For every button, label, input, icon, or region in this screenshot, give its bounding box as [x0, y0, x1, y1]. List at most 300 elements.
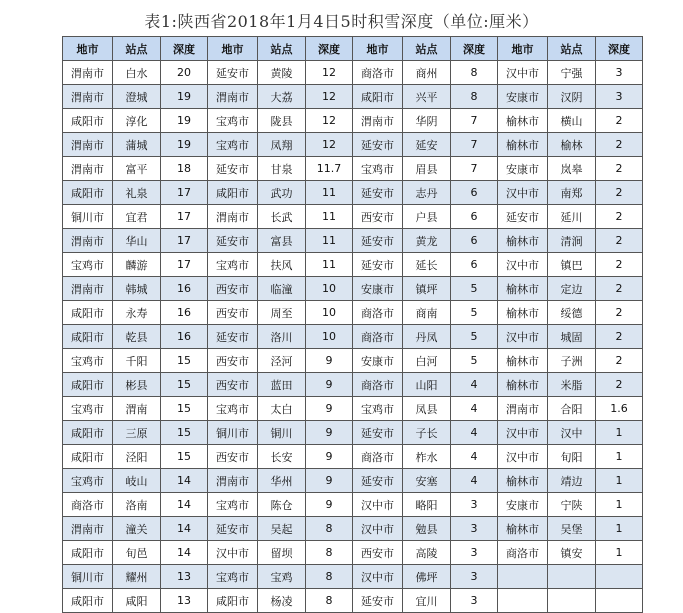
- cell-station: 礼泉: [113, 181, 161, 205]
- cell-city: 延安市: [208, 61, 258, 85]
- cell-station: 留坝: [258, 541, 306, 565]
- header-depth: 深度: [596, 37, 643, 61]
- cell-city: [498, 589, 548, 613]
- cell-depth: 5: [451, 325, 498, 349]
- cell-city: 咸阳市: [63, 373, 113, 397]
- cell-city: 安康市: [498, 85, 548, 109]
- header-city: 地市: [353, 37, 403, 61]
- cell-station: 宁陕: [548, 493, 596, 517]
- header-city: 地市: [63, 37, 113, 61]
- cell-station: 千阳: [113, 349, 161, 373]
- cell-city: 延安市: [353, 589, 403, 613]
- table-row: [63, 517, 643, 541]
- cell-station: 黄龙: [403, 229, 451, 253]
- cell-depth: 15: [161, 349, 208, 373]
- cell-depth: 16: [161, 301, 208, 325]
- cell-station: 陈仓: [258, 493, 306, 517]
- cell-depth: 10: [306, 301, 353, 325]
- cell-city: 延安市: [208, 157, 258, 181]
- cell-city: 宝鸡市: [63, 469, 113, 493]
- cell-station: 吴起: [258, 517, 306, 541]
- cell-city: 渭南市: [208, 469, 258, 493]
- cell-city: 延安市: [208, 325, 258, 349]
- cell-depth: 2: [596, 181, 643, 205]
- table-row: [63, 85, 643, 109]
- cell-city: 渭南市: [63, 517, 113, 541]
- table-row: [63, 277, 643, 301]
- cell-depth: 3: [451, 517, 498, 541]
- table-row: [63, 469, 643, 493]
- cell-station: 延安: [403, 133, 451, 157]
- cell-station: 高陵: [403, 541, 451, 565]
- cell-city: 铜川市: [63, 205, 113, 229]
- cell-depth: 3: [451, 541, 498, 565]
- cell-station: 咸阳: [113, 589, 161, 613]
- cell-station: 米脂: [548, 373, 596, 397]
- cell-city: 宝鸡市: [208, 493, 258, 517]
- cell-city: 宝鸡市: [208, 133, 258, 157]
- cell-city: 渭南市: [63, 85, 113, 109]
- table-row: [63, 565, 643, 589]
- cell-depth: 2: [596, 349, 643, 373]
- cell-city: 商洛市: [353, 445, 403, 469]
- cell-city: 宝鸡市: [353, 157, 403, 181]
- cell-depth: 17: [161, 205, 208, 229]
- cell-depth: 8: [451, 85, 498, 109]
- cell-city: 榆林市: [498, 349, 548, 373]
- cell-station: 佛坪: [403, 565, 451, 589]
- table-row: [63, 541, 643, 565]
- cell-depth: 12: [306, 61, 353, 85]
- cell-station: 延长: [403, 253, 451, 277]
- cell-station: 眉县: [403, 157, 451, 181]
- cell-city: 汉中市: [353, 517, 403, 541]
- cell-depth: 14: [161, 541, 208, 565]
- cell-station: 武功: [258, 181, 306, 205]
- cell-city: 西安市: [353, 205, 403, 229]
- cell-station: 靖边: [548, 469, 596, 493]
- cell-station: 延川: [548, 205, 596, 229]
- cell-station: 柞水: [403, 445, 451, 469]
- cell-station: 富平: [113, 157, 161, 181]
- cell-depth: 6: [451, 205, 498, 229]
- cell-depth: 2: [596, 109, 643, 133]
- cell-station: 丹凤: [403, 325, 451, 349]
- cell-depth: 3: [451, 565, 498, 589]
- cell-city: 西安市: [208, 301, 258, 325]
- cell-city: 渭南市: [208, 205, 258, 229]
- cell-depth: 4: [451, 445, 498, 469]
- cell-station: 户县: [403, 205, 451, 229]
- cell-station: 子洲: [548, 349, 596, 373]
- cell-station: 扶风: [258, 253, 306, 277]
- cell-depth: 10: [306, 277, 353, 301]
- cell-city: 渭南市: [498, 397, 548, 421]
- cell-depth: 6: [451, 229, 498, 253]
- cell-city: 咸阳市: [63, 421, 113, 445]
- cell-station: 永寿: [113, 301, 161, 325]
- cell-depth: 17: [161, 253, 208, 277]
- cell-city: 宝鸡市: [63, 349, 113, 373]
- cell-city: 安康市: [353, 277, 403, 301]
- cell-city: 榆林市: [498, 301, 548, 325]
- cell-city: 安康市: [498, 493, 548, 517]
- cell-city: 渭南市: [63, 229, 113, 253]
- cell-city: 汉中市: [498, 421, 548, 445]
- cell-depth: [596, 565, 643, 589]
- cell-depth: 9: [306, 421, 353, 445]
- cell-city: 渭南市: [353, 109, 403, 133]
- cell-depth: 8: [306, 541, 353, 565]
- cell-city: 榆林市: [498, 277, 548, 301]
- cell-station: 大荔: [258, 85, 306, 109]
- cell-depth: 10: [306, 325, 353, 349]
- cell-station: 周至: [258, 301, 306, 325]
- cell-depth: 4: [451, 469, 498, 493]
- cell-station: 白河: [403, 349, 451, 373]
- table-row: [63, 349, 643, 373]
- cell-depth: 8: [306, 589, 353, 613]
- cell-depth: 20: [161, 61, 208, 85]
- cell-city: 榆林市: [498, 469, 548, 493]
- cell-city: 汉中市: [208, 541, 258, 565]
- cell-depth: 5: [451, 277, 498, 301]
- cell-city: 西安市: [353, 541, 403, 565]
- header-city: 地市: [498, 37, 548, 61]
- cell-station: 彬县: [113, 373, 161, 397]
- cell-city: 咸阳市: [63, 301, 113, 325]
- cell-station: 潼关: [113, 517, 161, 541]
- cell-station: 白水: [113, 61, 161, 85]
- cell-city: 渭南市: [63, 61, 113, 85]
- cell-station: 华山: [113, 229, 161, 253]
- cell-city: 榆林市: [498, 109, 548, 133]
- cell-depth: 3: [451, 493, 498, 517]
- cell-city: 咸阳市: [63, 589, 113, 613]
- cell-depth: 19: [161, 85, 208, 109]
- header-depth: 深度: [451, 37, 498, 61]
- header-station: 站点: [403, 37, 451, 61]
- cell-depth: 18: [161, 157, 208, 181]
- cell-depth: 5: [451, 349, 498, 373]
- cell-depth: 3: [596, 85, 643, 109]
- cell-city: 延安市: [353, 253, 403, 277]
- table-row: [63, 157, 643, 181]
- cell-station: 宜君: [113, 205, 161, 229]
- cell-city: 商洛市: [353, 61, 403, 85]
- cell-station: 清涧: [548, 229, 596, 253]
- cell-depth: 11: [306, 205, 353, 229]
- cell-city: 汉中市: [498, 445, 548, 469]
- table-row: [63, 133, 643, 157]
- cell-city: 渭南市: [63, 133, 113, 157]
- cell-station: 蓝田: [258, 373, 306, 397]
- cell-city: 商洛市: [353, 373, 403, 397]
- cell-depth: 7: [451, 157, 498, 181]
- cell-depth: 6: [451, 181, 498, 205]
- table-row: [63, 445, 643, 469]
- cell-station: 泾河: [258, 349, 306, 373]
- cell-city: 宝鸡市: [208, 109, 258, 133]
- cell-station: 华阴: [403, 109, 451, 133]
- cell-depth: 3: [451, 589, 498, 613]
- cell-depth: 19: [161, 133, 208, 157]
- cell-station: 宜川: [403, 589, 451, 613]
- cell-city: 榆林市: [498, 373, 548, 397]
- cell-station: 山阳: [403, 373, 451, 397]
- cell-city: 渭南市: [63, 277, 113, 301]
- cell-station: 杨凌: [258, 589, 306, 613]
- cell-city: 铜川市: [63, 565, 113, 589]
- cell-station: 汉中: [548, 421, 596, 445]
- cell-depth: 8: [306, 517, 353, 541]
- table-row: [63, 181, 643, 205]
- cell-depth: 1: [596, 517, 643, 541]
- cell-city: 汉中市: [353, 493, 403, 517]
- cell-depth: 19: [161, 109, 208, 133]
- cell-depth: 17: [161, 181, 208, 205]
- cell-city: 延安市: [353, 421, 403, 445]
- cell-depth: 16: [161, 277, 208, 301]
- cell-depth: 14: [161, 517, 208, 541]
- cell-city: 延安市: [208, 229, 258, 253]
- cell-station: 勉县: [403, 517, 451, 541]
- cell-city: 咸阳市: [208, 181, 258, 205]
- cell-depth: 5: [451, 301, 498, 325]
- cell-depth: 14: [161, 493, 208, 517]
- cell-depth: 14: [161, 469, 208, 493]
- cell-city: 安康市: [353, 349, 403, 373]
- cell-depth: 15: [161, 445, 208, 469]
- cell-station: 太白: [258, 397, 306, 421]
- table-row: [63, 421, 643, 445]
- cell-depth: 3: [596, 61, 643, 85]
- cell-depth: 11: [306, 229, 353, 253]
- cell-city: 宝鸡市: [63, 397, 113, 421]
- cell-station: 汉阴: [548, 85, 596, 109]
- cell-station: 华州: [258, 469, 306, 493]
- cell-station: 子长: [403, 421, 451, 445]
- cell-station: 韩城: [113, 277, 161, 301]
- cell-station: 绥德: [548, 301, 596, 325]
- cell-city: 西安市: [208, 277, 258, 301]
- cell-depth: 1: [596, 493, 643, 517]
- cell-station: 商州: [403, 61, 451, 85]
- cell-station: 岚皋: [548, 157, 596, 181]
- cell-depth: 11.7: [306, 157, 353, 181]
- header-depth: 深度: [306, 37, 353, 61]
- cell-city: 榆林市: [498, 133, 548, 157]
- cell-depth: 2: [596, 277, 643, 301]
- cell-city: 咸阳市: [353, 85, 403, 109]
- cell-depth: 12: [306, 133, 353, 157]
- cell-city: 咸阳市: [63, 541, 113, 565]
- cell-depth: 15: [161, 397, 208, 421]
- cell-depth: 9: [306, 445, 353, 469]
- cell-depth: 2: [596, 205, 643, 229]
- cell-city: 延安市: [353, 181, 403, 205]
- cell-depth: 17: [161, 229, 208, 253]
- cell-station: 岐山: [113, 469, 161, 493]
- cell-station: 旬邑: [113, 541, 161, 565]
- cell-city: 商洛市: [353, 301, 403, 325]
- cell-station: 长武: [258, 205, 306, 229]
- cell-depth: 7: [451, 109, 498, 133]
- cell-station: 安塞: [403, 469, 451, 493]
- cell-city: 铜川市: [208, 421, 258, 445]
- cell-city: 延安市: [353, 229, 403, 253]
- cell-station: 洛南: [113, 493, 161, 517]
- cell-station: [548, 589, 596, 613]
- cell-city: 西安市: [208, 445, 258, 469]
- cell-depth: [596, 589, 643, 613]
- cell-station: 镇坪: [403, 277, 451, 301]
- header-depth: 深度: [161, 37, 208, 61]
- cell-depth: 15: [161, 421, 208, 445]
- cell-city: 汉中市: [353, 565, 403, 589]
- table-row: [63, 229, 643, 253]
- cell-depth: 13: [161, 589, 208, 613]
- cell-station: 凤翔: [258, 133, 306, 157]
- cell-city: 延安市: [208, 517, 258, 541]
- cell-depth: 2: [596, 229, 643, 253]
- cell-city: 咸阳市: [63, 445, 113, 469]
- table-row: [63, 205, 643, 229]
- cell-depth: 11: [306, 253, 353, 277]
- cell-depth: 13: [161, 565, 208, 589]
- cell-station: 吴堡: [548, 517, 596, 541]
- cell-station: 凤县: [403, 397, 451, 421]
- cell-depth: 9: [306, 493, 353, 517]
- table-row: [63, 109, 643, 133]
- cell-station: 蒲城: [113, 133, 161, 157]
- table-row: [63, 325, 643, 349]
- cell-station: 耀州: [113, 565, 161, 589]
- cell-city: 榆林市: [498, 517, 548, 541]
- cell-station: 澄城: [113, 85, 161, 109]
- cell-city: [498, 565, 548, 589]
- cell-station: [548, 565, 596, 589]
- table-title: 表1:陕西省2018年1月4日5时积雪深度（单位:厘米）: [144, 12, 539, 31]
- cell-depth: 2: [596, 373, 643, 397]
- cell-depth: 1: [596, 445, 643, 469]
- cell-station: 泾阳: [113, 445, 161, 469]
- cell-depth: 9: [306, 373, 353, 397]
- table-header-row: [63, 37, 643, 61]
- cell-city: 宝鸡市: [353, 397, 403, 421]
- cell-city: 延安市: [353, 469, 403, 493]
- table-row: [63, 253, 643, 277]
- cell-station: 陇县: [258, 109, 306, 133]
- cell-depth: 1: [596, 421, 643, 445]
- cell-depth: 11: [306, 181, 353, 205]
- cell-station: 乾县: [113, 325, 161, 349]
- cell-city: 咸阳市: [63, 181, 113, 205]
- header-station: 站点: [548, 37, 596, 61]
- cell-depth: 2: [596, 301, 643, 325]
- cell-depth: 9: [306, 349, 353, 373]
- cell-city: 咸阳市: [63, 109, 113, 133]
- cell-station: 渭南: [113, 397, 161, 421]
- cell-city: 延安市: [498, 205, 548, 229]
- cell-depth: 12: [306, 109, 353, 133]
- table-row: [63, 589, 643, 613]
- cell-depth: 4: [451, 373, 498, 397]
- cell-city: 商洛市: [353, 325, 403, 349]
- cell-city: 咸阳市: [63, 325, 113, 349]
- snow-depth-table: [62, 36, 643, 613]
- cell-city: 渭南市: [63, 157, 113, 181]
- cell-station: 镇巴: [548, 253, 596, 277]
- cell-station: 宝鸡: [258, 565, 306, 589]
- table-row: [63, 373, 643, 397]
- cell-station: 定边: [548, 277, 596, 301]
- table-row: [63, 493, 643, 517]
- cell-station: 黄陵: [258, 61, 306, 85]
- cell-station: 南郑: [548, 181, 596, 205]
- cell-station: 洛川: [258, 325, 306, 349]
- cell-station: 长安: [258, 445, 306, 469]
- cell-city: 商洛市: [498, 541, 548, 565]
- cell-depth: 1.6: [596, 397, 643, 421]
- cell-station: 略阳: [403, 493, 451, 517]
- cell-station: 淳化: [113, 109, 161, 133]
- cell-station: 临潼: [258, 277, 306, 301]
- cell-depth: 1: [596, 541, 643, 565]
- cell-station: 宁强: [548, 61, 596, 85]
- cell-station: 合阳: [548, 397, 596, 421]
- cell-depth: 8: [306, 565, 353, 589]
- cell-station: 城固: [548, 325, 596, 349]
- cell-depth: 7: [451, 133, 498, 157]
- cell-city: 咸阳市: [208, 589, 258, 613]
- cell-depth: 4: [451, 397, 498, 421]
- cell-city: 西安市: [208, 373, 258, 397]
- cell-depth: 9: [306, 469, 353, 493]
- cell-depth: 6: [451, 253, 498, 277]
- cell-depth: 9: [306, 397, 353, 421]
- cell-city: 汉中市: [498, 61, 548, 85]
- cell-station: 三原: [113, 421, 161, 445]
- header-station: 站点: [113, 37, 161, 61]
- cell-city: 宝鸡市: [208, 397, 258, 421]
- cell-station: 麟游: [113, 253, 161, 277]
- cell-city: 西安市: [208, 349, 258, 373]
- cell-depth: 8: [451, 61, 498, 85]
- cell-city: 汉中市: [498, 253, 548, 277]
- cell-depth: 2: [596, 253, 643, 277]
- cell-depth: 16: [161, 325, 208, 349]
- cell-station: 甘泉: [258, 157, 306, 181]
- cell-station: 商南: [403, 301, 451, 325]
- cell-city: 延安市: [353, 133, 403, 157]
- cell-depth: 1: [596, 469, 643, 493]
- cell-depth: 2: [596, 157, 643, 181]
- cell-station: 镇安: [548, 541, 596, 565]
- cell-city: 宝鸡市: [208, 253, 258, 277]
- cell-depth: 4: [451, 421, 498, 445]
- cell-station: 铜川: [258, 421, 306, 445]
- cell-city: 渭南市: [208, 85, 258, 109]
- table-row: [63, 397, 643, 421]
- cell-city: 宝鸡市: [63, 253, 113, 277]
- cell-city: 安康市: [498, 157, 548, 181]
- cell-city: 汉中市: [498, 325, 548, 349]
- header-city: 地市: [208, 37, 258, 61]
- table-row: [63, 301, 643, 325]
- cell-station: 旬阳: [548, 445, 596, 469]
- cell-city: 宝鸡市: [208, 565, 258, 589]
